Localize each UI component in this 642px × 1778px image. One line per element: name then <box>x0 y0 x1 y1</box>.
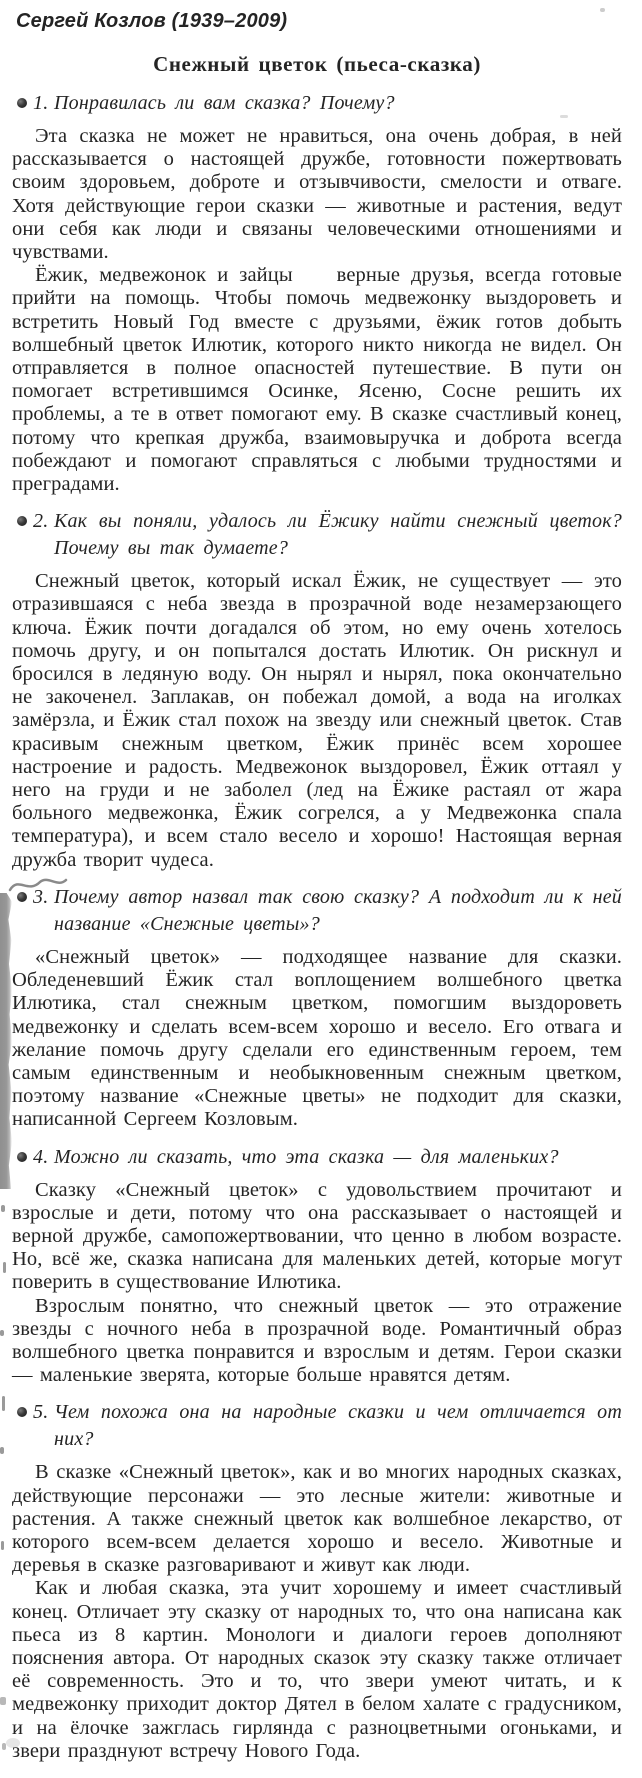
question-item-5 <box>12 1399 622 1453</box>
answer-paragraph: Снежный цветок, который искал Ёжик, не существует — это отразившаяся с неба звезда в прозрачной воде незамерзающего ключа. Ёжик почти догадался об этом, но ему очень хотелось помочь другу, и он попытался достать Илютик. Он рискнул и бросился в ледяную воду. Он нырял и нырял, пока окончательно не закоченел. Заплакав, он побежал домой, а вода на иголках замёрзла, и Ёжик стал похож на звезду или снежный цветок. Став красивым снежным цветком, Ёжик принёс всем хорошее настроение и радость. Медвежонок выздоровел, Ёжик оттаял у него на груди и не заболел (лед на Ёжике растаял от жара больного медвежонка, Ёжик согрелся, а у Медвежонка спала температура), и всем стало весело и хорошо! Настоящая верная дружба творит чудеса. <box>12 570 622 871</box>
answer-paragraph: Взрослым понятно, что снежный цветок — это отражение звезды с ночного неба в прозрачной воде. Романтичный образ волшебного цветка понравится и взрослым и детям. Герои сказки — маленькие зверята, которые больше нравятся детям. <box>12 1294 622 1387</box>
question-text: Почему автор назвал так свою сказку? А подходит ли к ней название «Снежные цветы»? <box>54 885 622 935</box>
question-text: Понравилась ли вам сказка? Почему? <box>54 92 395 114</box>
scan-speck <box>600 8 605 12</box>
answer-paragraph: Как и любая сказка, эта учит хорошему и имеет счастливый конец. Отличает эту сказку от народных то, что она написана как пьеса из 8 картин. Монологи и диалоги героев дополняют пояснения автора. От народных сказок эту сказку также отличает её современность. Это и то, что звери умеют читать, и к медвежонку приходит доктор Дятел в белом халате с градусником, и на ёлочке зажглась гирлянда с разноцветными огоньками, и звери празднуют встречу Нового Года. <box>12 1577 622 1762</box>
answer-group-3 <box>12 946 622 1132</box>
question-text: Чем похожа она на народные сказки и чем отличается от них? <box>54 1401 622 1451</box>
answer-paragraph: Сказку «Снежный цветок» с удовольствием прочитают и взрослые и дети, потому что она рассказывает о настоящей и верной дружбе, самопожертвовании, что ценно в любом возрасте. Но, всё же, сказка написана для маленьких детей, которые могут поверить в существование Илютика. <box>12 1178 622 1294</box>
question-number: 3. <box>33 885 49 908</box>
scan-speck <box>1 1205 5 1212</box>
scan-speck <box>560 115 568 118</box>
scan-speck <box>1 1541 4 1550</box>
scan-speck <box>0 1330 4 1336</box>
question-item-4 <box>12 1144 622 1171</box>
question-text: Как вы поняли, удалось ли Ёжику найти снежный цветок? Почему вы так думаете? <box>54 510 622 560</box>
answer-group-4 <box>12 1179 622 1388</box>
bullet-icon <box>17 1152 27 1162</box>
question-item-3 <box>12 884 622 938</box>
answer-group-2 <box>12 570 622 872</box>
question-item-2 <box>12 508 622 562</box>
question-number: 2. <box>33 510 49 533</box>
scan-squiggle-mark <box>8 872 68 898</box>
question-item-1 <box>12 90 622 117</box>
answer-paragraph: В сказке «Снежный цветок», как и во многих народных сказках, действующие персонажи — это лесные жители: животные и растения. А также снежный цветок как волшебное лекарство, от которого всем-всем делается хорошо и весело. Животные и деревья в сказке разговаривают и живут как люди. <box>12 1461 622 1577</box>
scan-speck <box>3 1262 6 1273</box>
question-number: 5. <box>33 1401 49 1424</box>
bullet-icon <box>17 516 27 526</box>
answer-paragraph: «Снежный цветок» — подходящее название для сказки. Обледеневший Ёжик стал воплощением волшебного цветка Илютика, стал снежным цветком, помогшим выздороветь медвежонку и сделать всем-всем хорошо и весело. Его отвага и желание помочь другу сделали его единственным героем, тем самым единственным и необыкновенным снежным цветком, поэтому название «Снежные цветы» не подходит для сказки, написанной Сергеем Козловым. <box>12 945 622 1131</box>
scan-speck <box>6 1738 20 1748</box>
scan-speck <box>0 1447 4 1454</box>
scan-gutter-shadow <box>0 893 12 1189</box>
scan-speck <box>2 1396 5 1411</box>
author-line: Сергей Козлов (1939–2009) <box>16 10 288 32</box>
scan-speck <box>0 1697 6 1705</box>
bullet-icon <box>17 1407 27 1417</box>
answer-group-5 <box>12 1461 622 1763</box>
question-number: 4. <box>33 1145 49 1168</box>
answer-group-1 <box>12 125 622 496</box>
answer-paragraph: Эта сказка не может не нравиться, она очень добрая, в ней рассказывается о настоящей дружбе, готовности пожертвовать своим здоровьем, доброте и отзывчивости, смелости и отваге. Хотя действующие герои сказки — животные и растения, ведут они себя как люди и связаны человеческими отношениями и чувствами. <box>12 125 622 264</box>
question-text: Можно ли сказать, что эта сказка — для маленьких? <box>54 1145 559 1168</box>
answer-paragraph: Ёжик, медвежонок и зайцы верные друзья, всегда готовые прийти на помощь. Чтобы помочь медвежонку выздороветь и встретить Новый Год вместе с друзьями, ёжик готов добыть волшебный цветок Илютик, которого никто никогда не видел. Он отправляется в полное опасностей путешествие. В пути он помогает встретившимся Осинке, Ясеню, Сосне решить их проблемы, а те в ответ помогают ему. В сказке счастливый конец, потому что крепкая дружба, взаимовыручка и доброта всегда побеждают и помогают справляться с любыми трудностями и преградами. <box>12 264 622 496</box>
bullet-icon <box>17 98 27 108</box>
page-title: Снежный цветок (пьеса-сказка) <box>153 52 481 76</box>
question-number: 1. <box>33 92 49 114</box>
